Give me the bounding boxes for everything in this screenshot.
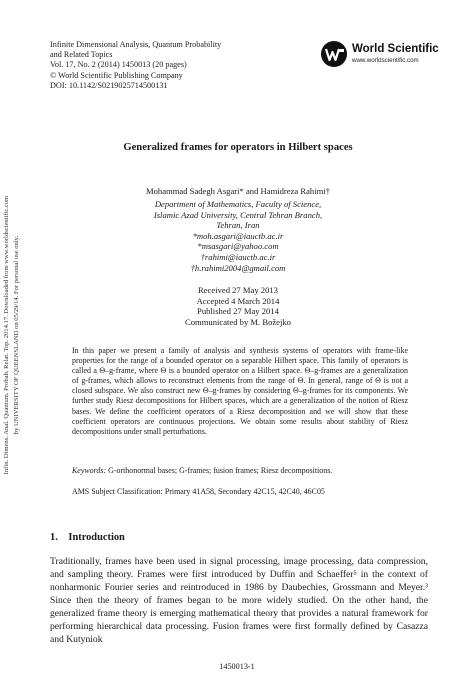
paper-title: Generalized frames for operators in Hilbert spaces bbox=[123, 142, 353, 153]
world-scientific-logo-icon bbox=[320, 40, 348, 68]
author-email: *msasgari@yahoo.com bbox=[197, 241, 279, 252]
author-email: †rahimi@iauctb.ac.ir bbox=[200, 251, 276, 262]
keywords-text: G-orthonormal bases; G-frames; fusion frames; Riesz decompositions. bbox=[108, 466, 333, 475]
received-date: Received 27 May 2013 bbox=[198, 285, 278, 295]
section-number: 1. bbox=[50, 532, 58, 543]
subject-classification: AMS Subject Classification: Primary 41A58, Secondary 42C15, 42C40, 46C05 bbox=[72, 487, 325, 496]
watermark-line-1: Infin. Dimens. Anal. Quantum. Probab. Relat. Top. 2014.17. Downloaded from www.worldscientific.com bbox=[3, 195, 10, 475]
keywords-label: Keywords: bbox=[72, 466, 107, 475]
section-heading bbox=[50, 532, 125, 543]
publisher-url: www.worldscientific.com bbox=[352, 57, 419, 64]
affiliation-block bbox=[50, 199, 426, 273]
accepted-date: Accepted 4 March 2014 bbox=[196, 295, 280, 306]
introduction-paragraph: Traditionally, frames have been used in signal processing, image processing, data compression, and sampling theory. Frames were first introduced by Duffin and Schaeffer⁵ in the context of nonharmonic Fourier series and reintroduced in 1986 by Daubechies, Grossmann and Meyer.³ Since then the theory of frames began to be more widely studied. On the other hand, the generalized frame theory is emerging mathematical theory that provides a natural framework for performing hierarchical data processing. Fusion frames were first formally defined by Casazza and Kutyniok bbox=[50, 556, 428, 645]
author-email: *moh.asgari@iauctb.ac.ir bbox=[192, 230, 284, 241]
author-list: Mohammad Sadegh Asgari* and Hamidreza Rahimi† bbox=[145, 186, 330, 196]
journal-doi: DOI: 10.1142/S0219025714500131 bbox=[50, 80, 168, 90]
affiliation-line: Islamic Azad University, Central Tehran Branch, bbox=[153, 209, 323, 220]
journal-name-line1: Infinite Dimensional Analysis, Quantum Probability bbox=[50, 40, 222, 49]
journal-info bbox=[50, 40, 221, 91]
publisher-logo bbox=[320, 40, 450, 70]
history-dates bbox=[50, 285, 426, 327]
communicated-by: Communicated by M. Božejko bbox=[185, 316, 291, 327]
journal-volume: Vol. 17, No. 2 (2014) 1450013 (20 pages) bbox=[50, 60, 187, 70]
publisher-name: World Scientific bbox=[352, 43, 439, 55]
published-date: Published 27 May 2014 bbox=[197, 306, 279, 317]
abstract: In this paper we present a family of analysis and synthesis systems of operators with frame-like properties for the range of a bounded operator on a separable Hilbert space. This family of operators is called a Θ–g-frame, where Θ is a bounded operator on a Hilbert space. Θ–g-frames are a generalization of g-frames, which allows to reconstruct elements from the range of Θ. In general, range of Θ is not a closed subspace. We also construct new Θ–g-frames by considering Θ–g-frames for its components. We further study Riesz decompositions for Hilbert spaces, which are a generalization of the notion of Riesz bases. We define the coefficient operators of a Riesz decomposition and we will show that these coefficient operators are continuous projections. We obtain some results about stability of Riesz decompositions under small perturbations. bbox=[72, 346, 408, 436]
section-title: Introduction bbox=[68, 532, 125, 543]
download-watermark bbox=[2, 120, 32, 550]
author-email: †h.rahimi2004@gmail.com bbox=[190, 262, 286, 273]
keywords bbox=[72, 466, 408, 475]
page-number: 1450013-1 bbox=[219, 662, 255, 671]
journal-copyright: © World Scientific Publishing Company bbox=[50, 70, 183, 80]
journal-name-line2: and Related Topics bbox=[50, 50, 113, 60]
affiliation-line: Tehran, Iran bbox=[216, 220, 260, 231]
watermark-line-2: by UNIVERSITY OF QUEENSLAND on 05/29/14. For personal use only. bbox=[12, 235, 20, 435]
affiliation-line: Department of Mathematics, Faculty of Science, bbox=[154, 199, 322, 209]
